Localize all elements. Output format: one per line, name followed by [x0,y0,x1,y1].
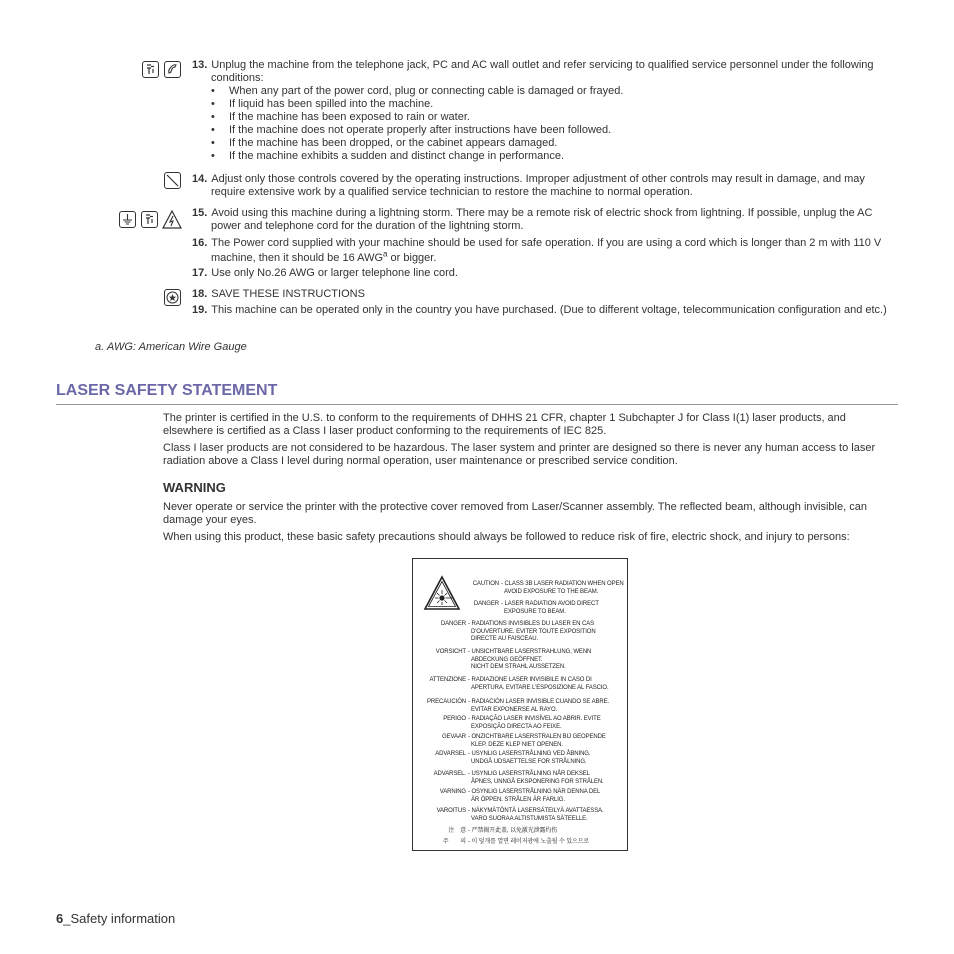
label-line: ÄR ÖPPEN. STRÅLEN ÄR FARLIG. [471,796,565,803]
label-key: DANGER [473,601,499,607]
label-key: VARNING [439,789,466,795]
label-line: - NÄKYMÄTÖNTÄ LASERSÄTEILYÄ AVATTAESSA. [468,808,604,814]
item-number: 17. [192,267,208,279]
item-14 [192,173,898,199]
item-text: This machine can be operated only in the country you have purchased. (Due to different voltage, telecommunication configuration and etc.) [211,304,887,316]
item-text: SAVE THESE INSTRUCTIONS [211,288,365,300]
item-text: Avoid using this machine during a lightning storm. There may be a remote risk of electric shock from lightning. If possible, unplug the AC power and telephone cord for the duration of the lightning storm. [211,207,873,232]
item-number: 14. [192,173,208,185]
item-18 [192,288,898,301]
electric-warning-icon [162,210,182,233]
paragraph-class-one: Class I laser products are not considered to be hazardous. The laser system and printer are designed so there is never any human access to laser radiation above a Class I level during normal operation, user maintenance or prescribed service condition. [163,442,876,467]
item-text: Use only No.26 AWG or larger telephone line cord. [211,267,458,279]
section-divider [56,404,898,405]
do-not-adjust-icon [164,172,181,189]
item-17 [192,267,898,280]
item-19 [192,304,898,317]
item-16 [192,236,898,266]
label-line: EXPOSIÇÃO DIRECTA AO FEIXE. [471,723,562,730]
label-line: EXPOSURE TO BEAM. [504,608,566,615]
list-item: • When any part of the power cord, plug or connecting cable is damaged or frayed. [192,85,898,98]
label-key: GEVAAR [442,734,466,740]
label-key: PRECAUCIÓN [426,699,466,705]
label-line: - ONZICHTBARE LASERSTRALEN BIJ GEOPENDE [468,734,606,740]
page-footer [56,912,175,925]
item-number: 13. [192,59,208,71]
label-line: ÅPNES, UNNGÅ EKSPONERING FOR STRÅLEN. [471,778,604,785]
footnote-marker: a [383,249,388,259]
list-item: • If the machine has been dropped, or the cabinet appears damaged. [192,137,898,150]
label-line: - USYNLIG LASERSTRÅLNING VED ÅBNING. [468,751,591,757]
item-number: 19. [192,304,208,316]
label-line: UNDGÅ UDSAETTELSE FOR STRÅLNING. [471,758,587,765]
list-item: • If the machine exhibits a sudden and distinct change in performance. [192,150,898,163]
label-key: 注 意 [448,828,466,834]
item-15 [192,207,898,233]
label-key: DANGER [440,621,466,627]
label-line: - LASER RADIATION AVOID DIRECT [501,601,599,607]
section-title: LASER SAFETY STATEMENT [56,382,278,399]
item-text-tail: or bigger. [387,252,437,264]
label-line: EVITAR EXPONERSE AL RAYO. [471,706,558,713]
page-number: 6 [56,911,64,926]
label-key: CAUTION [472,581,499,587]
laser-warning-label [412,558,628,851]
label-line: - USYNLIG LASERSTRÅLNING NÅR DEKSEL [468,771,590,777]
label-key: PERIGO [443,716,466,722]
label-line: - OSYNLIG LASERSTRÅLNING NÄR DENNA DEL [468,789,601,795]
item-number: 18. [192,288,208,300]
item-text: Adjust only those controls covered by the operating instructions. Improper adjustment of other controls may result in damage, and may require extensive work by a qualified service technician to restore the machine to normal operation. [211,173,865,198]
paragraph-warning: Never operate or service the printer with the protective cover removed from Laser/Scanner assembly. The reflected beam, although invisible, can damage your eyes. [163,501,867,526]
label-line: VARO SUORAA ALTISTUMISTA SÄTEELLE. [471,815,588,822]
unplug-icon [141,211,158,228]
label-line: - UNSICHTBARE LASERSTRAHLUNG, WENN [468,649,592,655]
conditions-list [192,85,898,163]
label-line: KLEP. DEZE KLEP NIET OPENEN. [471,741,563,748]
item-number: 15. [192,207,208,219]
label-line: D'OUVERTURE. EVITER TOUTE EXPOSITION [471,628,596,635]
label-line: AVOID EXPOSURE TO THE BEAM. [504,588,599,595]
list-item: • If the machine has been exposed to rain or water. [192,111,898,124]
footnote: a. AWG: American Wire Gauge [95,341,247,353]
star-icon [164,289,181,306]
list-item: • If the machine does not operate properly after instructions have been followed. [192,124,898,137]
label-key: VAROITUS [436,808,466,814]
footer-label: _Safety information [63,911,176,926]
label-line: - 严禁揭开此盖, 以免激光泄露灼伤 [468,828,558,834]
label-line: - RADIAZIONE LASER INVISIBILE IN CASO DI [468,677,592,683]
label-line: ABDECKUNG GEÖFFNET. [471,656,543,663]
item-13 [192,59,898,163]
phone-icon [164,61,181,78]
list-item: • If liquid has been spilled into the machine. [192,98,898,111]
ground-icon [119,211,136,228]
label-line: - CLASS 3B LASER RADIATION WHEN OPEN [501,581,624,587]
paragraph-precautions: When using this product, these basic safety precautions should always be followed to reduce risk of fire, electric shock, and injury to persons: [163,531,850,543]
label-line: NICHT DEM STRAHL AUSSETZEN. [471,664,566,670]
label-key: ADVARSEL [435,751,466,757]
label-line: - 이 덮개를 열면 레이저광에 노출될 수 있으므로 [468,839,590,845]
label-key: 주 의 [442,839,466,845]
item-text: Unplug the machine from the telephone jack, PC and AC wall outlet and refer servicing to qualified service personnel under the following conditions: [211,59,874,84]
label-key: VORSICHT [435,649,466,655]
item-number: 16. [192,237,208,249]
label-key: ATTENZIONE [429,677,466,683]
label-line: - RADIATIONS INVISIBLES DU LASER EN CAS [468,621,595,627]
label-line: - RADIACIÓN LASER INVISIBLE CUANDO SE ABRE. [468,699,610,705]
warning-heading: WARNING [163,480,226,495]
paragraph-certification: The printer is certified in the U.S. to conform to the requirements of DHHS 21 CFR, chapter 1 Subchapter J for Class I(1) laser products, and elsewhere is certified as a Class I laser product conforming to the requirements of IEC 825. [163,412,846,437]
label-line: DIRECTE AU FAISCEAU. [471,636,539,642]
item-text: The Power cord supplied with your machine should be used for safe operation. If you are using a cord which is longer than 2 m with 110 V machine, then it should be 16 AWG [211,237,882,264]
label-line: - RADIAÇÃO LASER INVISÍVEL AO ABRIR. EVITE [468,716,601,722]
label-key: ADVARSEL. [433,771,466,777]
label-line: APERTURA. EVITARE L'ESPOSIZIONE AL FASCIO. [471,684,609,691]
unplug-icon [142,61,159,78]
